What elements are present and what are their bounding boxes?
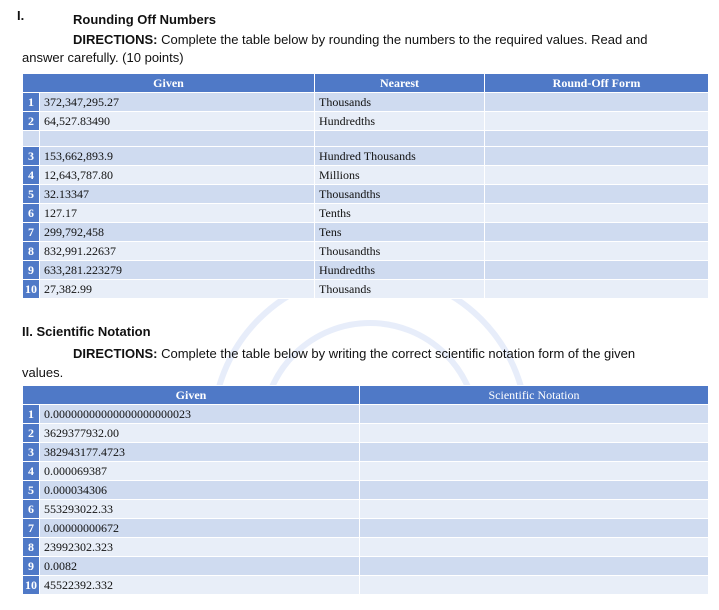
given-value: 32.13347 (40, 185, 315, 204)
header-scientific-notation: Scientific Notation (360, 386, 709, 405)
given-value: 0.00000000000000000000023 (40, 405, 360, 424)
table-row: 3 382943177.4723 (23, 443, 709, 462)
header-given: Given (23, 74, 315, 93)
nearest-value: Millions (315, 166, 485, 185)
answer-cell[interactable] (360, 519, 709, 538)
nearest-value: Thousandths (315, 242, 485, 261)
answer-cell[interactable] (485, 147, 709, 166)
given-value: 23992302.323 (40, 538, 360, 557)
answer-cell[interactable] (360, 481, 709, 500)
header-round-off-form: Round-Off Form (485, 74, 709, 93)
nearest-value: Hundredths (315, 261, 485, 280)
given-value: 299,792,458 (40, 223, 315, 242)
table-row: 4 12,643,787.80 Millions (23, 166, 709, 185)
table-row: 7 0.00000000672 (23, 519, 709, 538)
table-row: 7 299,792,458 Tens (23, 223, 709, 242)
nearest-value: Hundred Thousands (315, 147, 485, 166)
directions-part1-continued: answer carefully. (10 points) (22, 50, 184, 65)
answer-cell[interactable] (360, 405, 709, 424)
table-row: 1 0.00000000000000000000023 (23, 405, 709, 424)
table-row: 6 553293022.33 (23, 500, 709, 519)
nearest-value: Tenths (315, 204, 485, 223)
table-row: 10 45522392.332 (23, 576, 709, 595)
table-row: 2 3629377932.00 (23, 424, 709, 443)
answer-cell[interactable] (485, 261, 709, 280)
rounding-table (22, 73, 709, 299)
directions-part2: DIRECTIONS: Complete the table below by writing the correct scientific notation form of the given (73, 346, 636, 361)
answer-cell[interactable] (485, 93, 709, 112)
answer-cell[interactable] (485, 112, 709, 131)
table-spacer-row (23, 131, 709, 147)
table-row: 5 32.13347 Thousandths (23, 185, 709, 204)
scientific-notation-table (22, 385, 709, 595)
nearest-value: Tens (315, 223, 485, 242)
answer-cell[interactable] (360, 500, 709, 519)
answer-cell[interactable] (485, 242, 709, 261)
given-value: 153,662,893.9 (40, 147, 315, 166)
nearest-value: Thousands (315, 280, 485, 299)
given-value: 633,281.223279 (40, 261, 315, 280)
given-value: 382943177.4723 (40, 443, 360, 462)
answer-cell[interactable] (360, 576, 709, 595)
table-header-row (23, 74, 709, 93)
answer-cell[interactable] (360, 443, 709, 462)
answer-cell[interactable] (360, 538, 709, 557)
table-row: 2 64,527.83490 Hundredths (23, 112, 709, 131)
table-header-row (23, 386, 709, 405)
given-value: 3629377932.00 (40, 424, 360, 443)
answer-cell[interactable] (485, 166, 709, 185)
directions-part1: DIRECTIONS: Complete the table below by rounding the numbers to the required values. Read and (73, 32, 648, 47)
given-value: 0.00000000672 (40, 519, 360, 538)
table-row: 9 0.0082 (23, 557, 709, 576)
section-title: Rounding Off Numbers (73, 12, 216, 27)
given-value: 127.17 (40, 204, 315, 223)
table-row: 10 27,382.99 Thousands (23, 280, 709, 299)
given-value: 832,991.22637 (40, 242, 315, 261)
table-row: 4 0.000069387 (23, 462, 709, 481)
given-value: 12,643,787.80 (40, 166, 315, 185)
answer-cell[interactable] (360, 424, 709, 443)
table-row: 3 153,662,893.9 Hundred Thousands (23, 147, 709, 166)
answer-cell[interactable] (485, 185, 709, 204)
given-value: 0.000034306 (40, 481, 360, 500)
given-value: 45522392.332 (40, 576, 360, 595)
table-row: 1 372,347,295.27 Thousands (23, 93, 709, 112)
section-title-part2: II. Scientific Notation (22, 324, 151, 339)
given-value: 64,527.83490 (40, 112, 315, 131)
given-value: 0.0082 (40, 557, 360, 576)
table-row: 8 832,991.22637 Thousandths (23, 242, 709, 261)
nearest-value: Thousands (315, 93, 485, 112)
table-row: 9 633,281.223279 Hundredths (23, 261, 709, 280)
header-given: Given (23, 386, 360, 405)
given-value: 553293022.33 (40, 500, 360, 519)
table-row: 5 0.000034306 (23, 481, 709, 500)
answer-cell[interactable] (485, 280, 709, 299)
section-number: I. (17, 8, 25, 23)
answer-cell[interactable] (360, 557, 709, 576)
given-value: 27,382.99 (40, 280, 315, 299)
nearest-value: Hundredths (315, 112, 485, 131)
given-value: 372,347,295.27 (40, 93, 315, 112)
given-value: 0.000069387 (40, 462, 360, 481)
header-nearest: Nearest (315, 74, 485, 93)
answer-cell[interactable] (485, 204, 709, 223)
directions-part2-continued: values. (22, 365, 64, 380)
table-row: 6 127.17 Tenths (23, 204, 709, 223)
answer-cell[interactable] (485, 223, 709, 242)
table-row: 8 23992302.323 (23, 538, 709, 557)
answer-cell[interactable] (360, 462, 709, 481)
nearest-value: Thousandths (315, 185, 485, 204)
